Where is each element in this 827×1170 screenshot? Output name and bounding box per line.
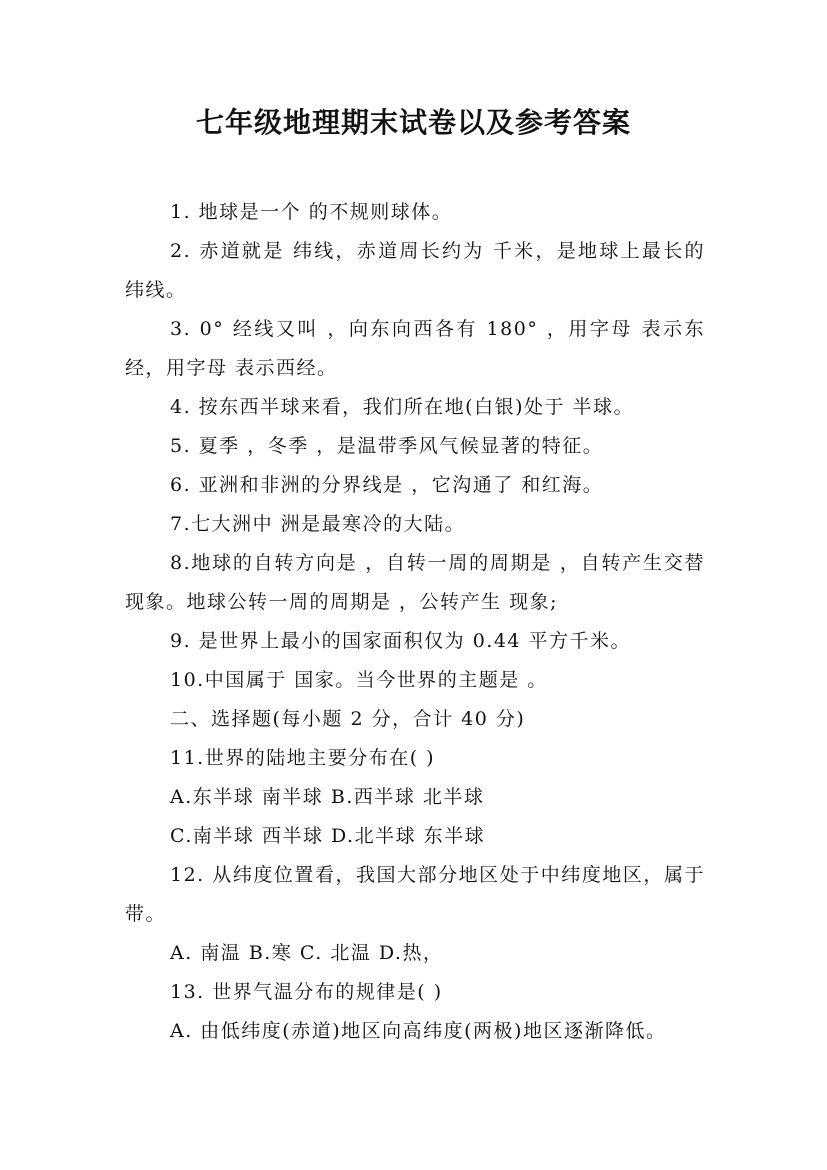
question-5: 5. 夏季 ，冬季 ，是温带季风气候显著的特征。 [170, 435, 604, 457]
document-body [125, 193, 705, 1051]
question-7: 7.七大洲中 洲是最寒冷的大陆。 [170, 513, 466, 535]
question-13-option-a: A. 由低纬度(赤道)地区向高纬度(两极)地区逐渐降低。 [170, 1020, 667, 1042]
question-11-options-ab: A.东半球 南半球 B.西半球 北半球 [170, 786, 485, 808]
question-2: 2. 赤道就是 纬线，赤道周长约为 千米，是地球上最长的纬线。 [125, 240, 705, 301]
question-8: 8.地球的自转方向是 ，自转一周的周期是 ，自转产生交替现象。地球公转一周的周期是 ，公转产生 现象; [125, 552, 705, 613]
question-11: 11.世界的陆地主要分布在( ) [170, 747, 436, 769]
question-6: 6. 亚洲和非洲的分界线是 ，它沟通了 和红海。 [170, 474, 604, 496]
question-12: 12. 从纬度位置看，我国大部分地区处于中纬度地区，属于 带。 [125, 864, 705, 925]
question-11-options-cd: C.南半球 西半球 D.北半球 东半球 [170, 825, 486, 847]
question-13: 13. 世界气温分布的规律是( ) [170, 981, 443, 1003]
document-title: 七年级地理期末试卷以及参考答案 [195, 106, 631, 139]
question-10: 10.中国属于 国家。当今世界的主题是 。 [170, 669, 548, 691]
section-heading-choice: 二、选择题(每小题 2 分，合计 40 分) [170, 708, 526, 730]
question-1: 1. 地球是一个 的不规则球体。 [170, 201, 453, 223]
question-4: 4. 按东西半球来看，我们所在地(白银)处于 半球。 [170, 396, 635, 418]
question-9: 9. 是世界上最小的国家面积仅为 0.44 平方千米。 [170, 630, 632, 652]
question-12-options: A. 南温 B.寒 C. 北温 D.热， [170, 942, 444, 964]
question-3: 3. 0° 经线又叫 ，向东向西各有 180° ，用字母 表示东经，用字母 表示西经。 [125, 318, 705, 379]
